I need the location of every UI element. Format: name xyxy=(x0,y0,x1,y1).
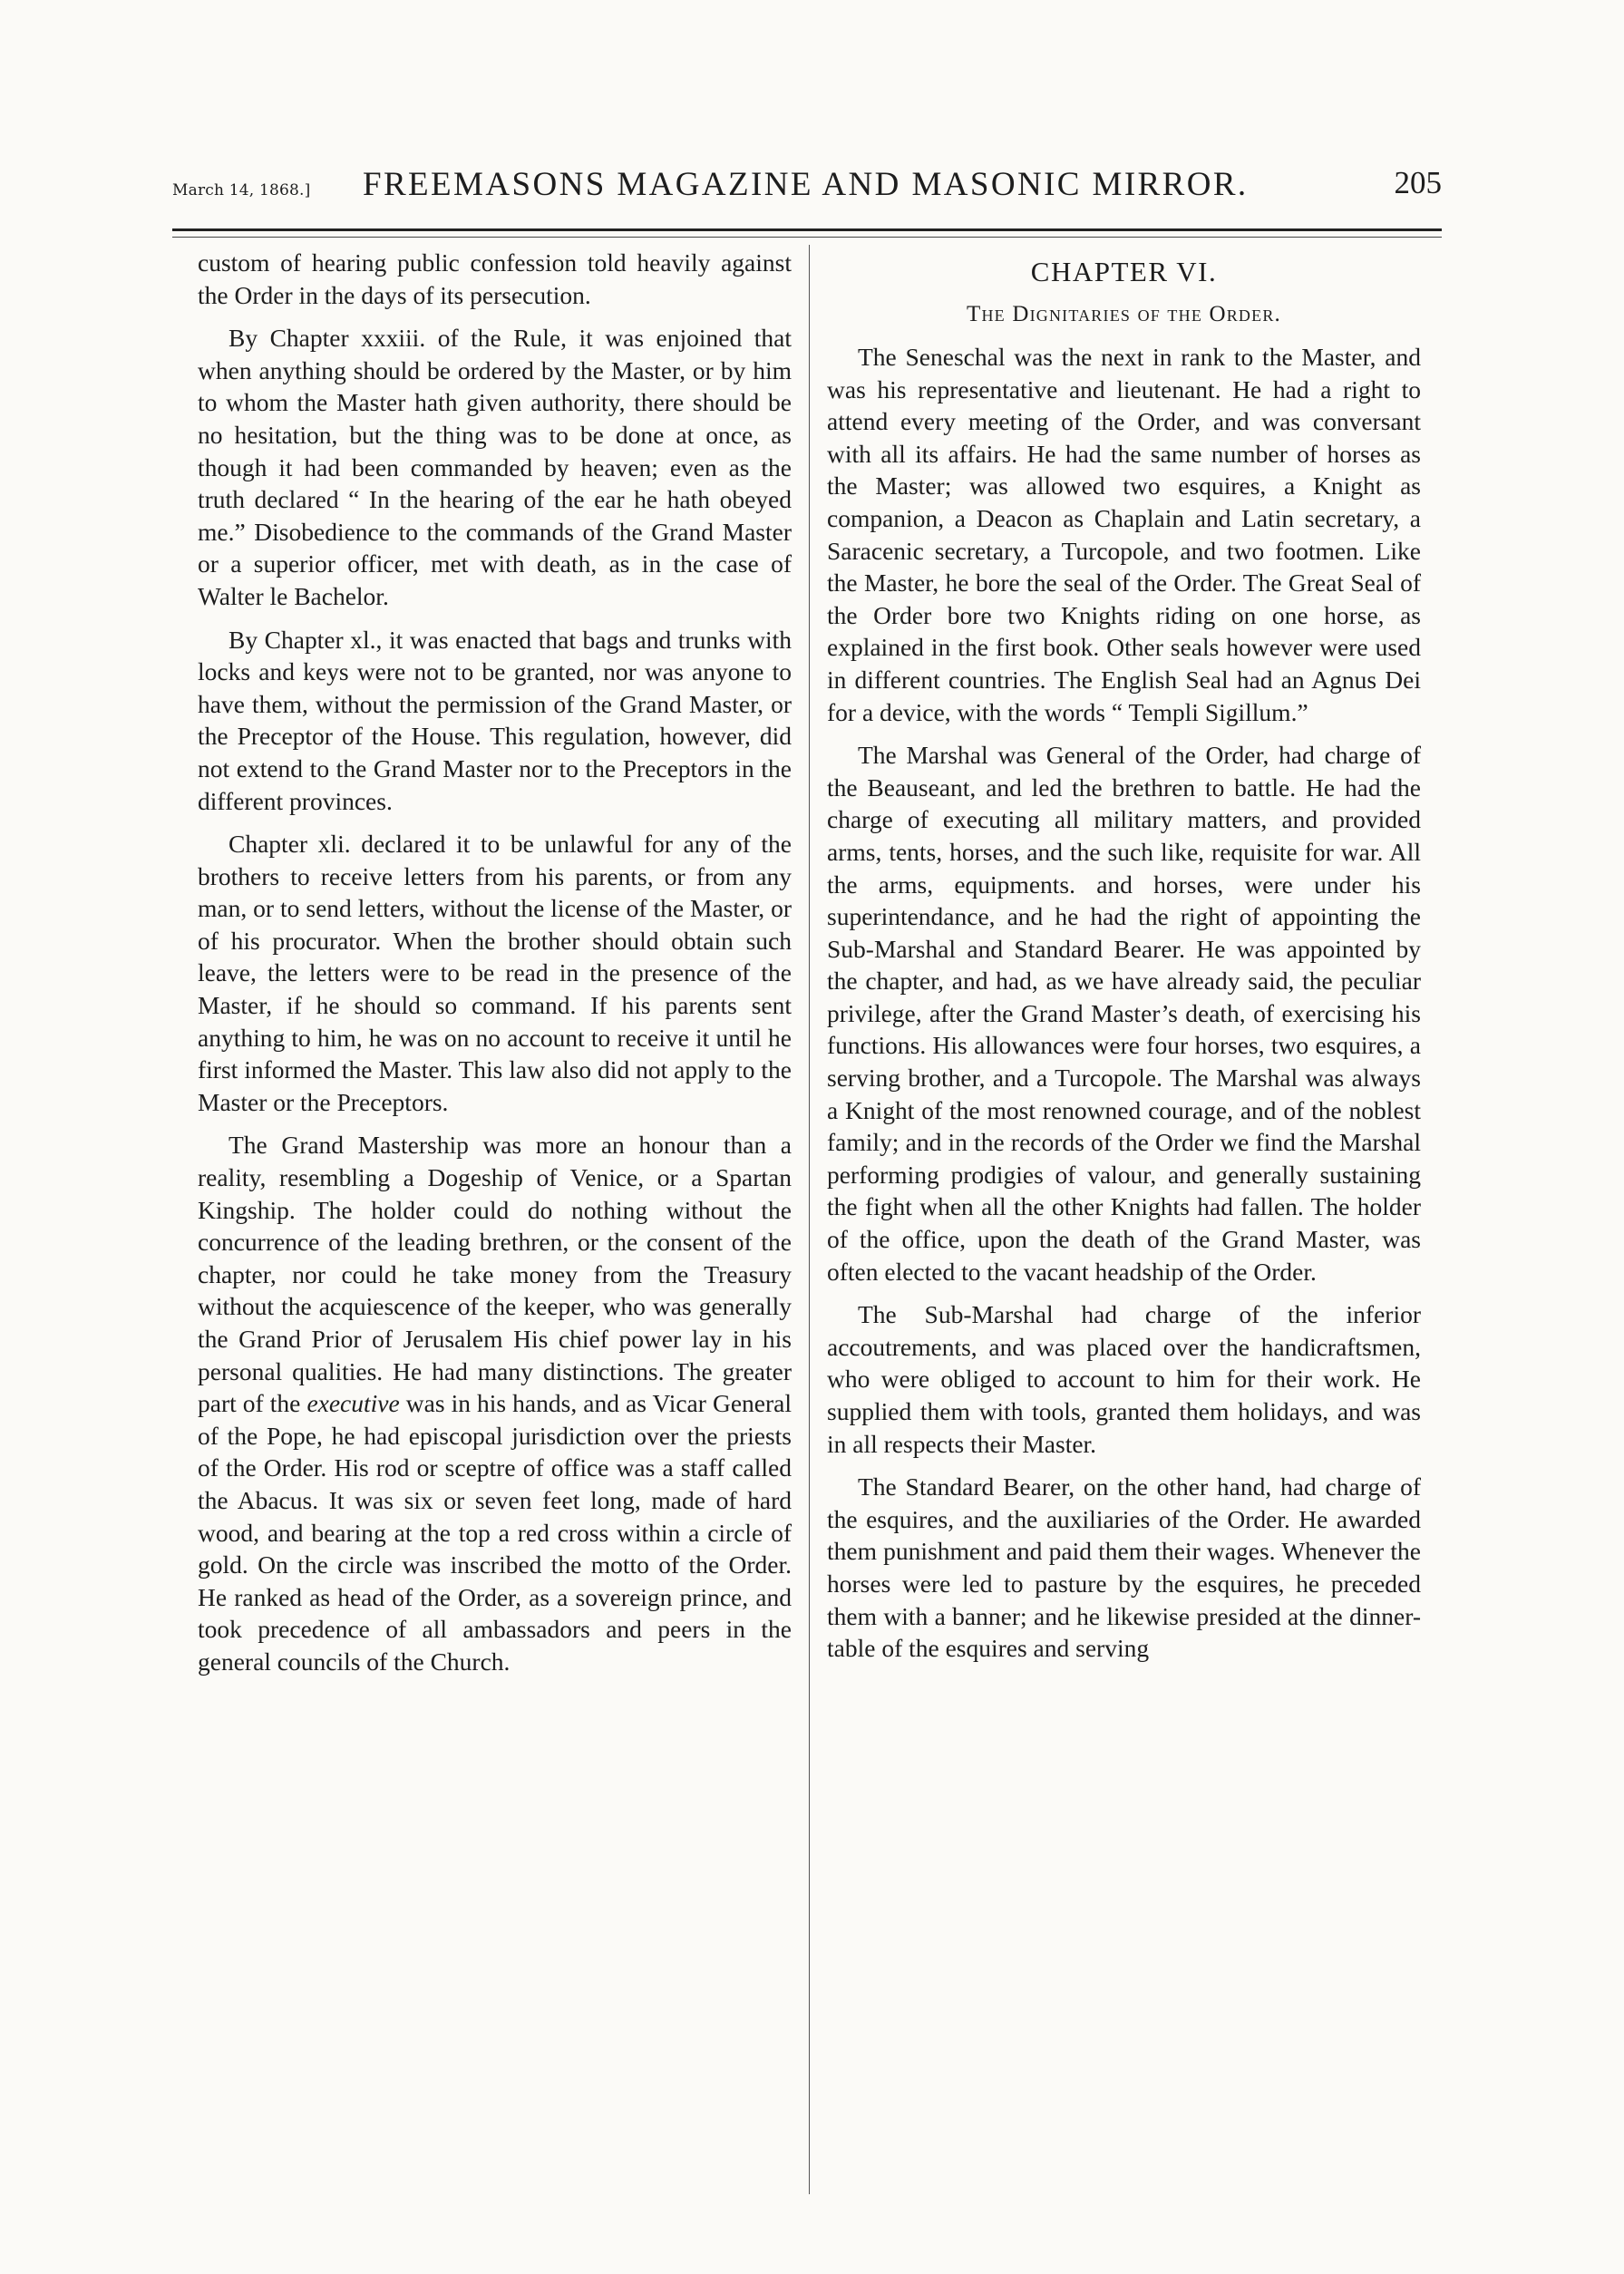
header-date: March 14, 1868.] xyxy=(172,181,311,199)
left-column xyxy=(198,247,792,1689)
page-number: 205 xyxy=(1394,165,1442,200)
emphasis-text: executive xyxy=(306,1389,400,1418)
chapter-title: CHAPTER VI. xyxy=(1030,256,1218,287)
text-run: was in his hands, and as Vicar General of the Pope, he had episcopal jurisdiction over the priests of the Order. His rod or sceptre of office was a staff called the Abacus. It was six or seven feet long, made of hard wood, and bearing at the top a red cross within a circle of gold. On the circle was inscribed the motto of the Order. He ranked as head of the Order, as a sovereign prince, and took precedence of all ambassadors and peers in the general councils of the Church. xyxy=(198,1389,792,1676)
paragraph: By Chapter xl., it was enacted that bags and trunks with locks and keys were not to be granted, nor was anyone to have them, without the permission of the Grand Master, or the Preceptor of the House. This regulation, however, did not extend to the Grand Master nor to the Preceptors in the different provinces. xyxy=(198,625,792,815)
paragraph: The Sub-Marshal had charge of the inferior accoutrements, and was placed over the handicraftsmen, who were obliged to account to him for their work. He supplied them with tools, granted them holidays, and was in all respects their Master. xyxy=(827,1300,1421,1458)
paragraph-grand-mastership xyxy=(198,1129,792,1677)
header-rule-thin xyxy=(172,237,1442,238)
paragraph: By Chapter xxxiii. of the Rule, it was enjoined that when anything should be ordered by the Master, or by him to whom the Master hath given authority, there should be no hesitation, but the thing was to be done at once, as though it had been commanded by heaven; even as the truth declared “ In the hearing of the ear he hath obeyed me.” Disobedience to the commands of the Grand Master or a superior officer, met with death, as in the case of Walter le Bachelor. xyxy=(198,324,792,610)
page-header xyxy=(172,165,1442,219)
paragraph: Chapter xli. declared it to be unlawful for any of the brothers to receive letters from his parents, or from any man, or to send letters, without the license of the Master, or of his procurator. When the brother should obtain such leave, the letters were to be read in the presence of the Master, if he should so command. If his parents sent anything to him, he was on no account to receive it until he first informed the Master. This law also did not apply to the Master or the Preceptors. xyxy=(198,830,792,1116)
paragraph: The Marshal was General of the Order, had charge of the Beauseant, and led the brethren to battle. He had the charge of executing all military matters, and provided arms, tents, horses, and the such like, requisite for war. All the arms, equipments. and horses, were under his superintendance, and he had the right of appointing the Sub-Marshal and Standard Bearer. He was appointed by the chapter, and had, as we have already said, the peculiar privilege, after the Grand Master’s death, of exercising his functions. His allowances were four horses, two esquires, a serving brother, and a Turcopole. The Marshal was always a Knight of the most renowned courage, and of the noblest family; and in the records of the Order we find the Marshal performing prodigies of valour, and generally sustaining the fight when all the other Knights had fallen. The holder of the office, upon the death of the Grand Master, was often elected to the vacant headship of the Order. xyxy=(827,741,1421,1286)
header-title: FREEMASONS MAGAZINE AND MASONIC MIRROR. xyxy=(363,166,1249,203)
paragraph: The Standard Bearer, on the other hand, had charge of the esquires, and the auxiliaries of the Order. He awarded them punishment and paid them their wages. Whenever the horses were led to pasture by the esquires, he preceded them with a banner; and he likewise presided at the dinner-table of the esquires and serving xyxy=(827,1472,1421,1663)
paragraph: custom of hearing public confession told heavily against the Order in the days of its persecution. xyxy=(198,248,792,309)
chapter-subtitle: The Dignitaries of the Order. xyxy=(967,302,1281,326)
right-column xyxy=(827,247,1421,1676)
header-rule-thick xyxy=(172,228,1442,231)
paragraph: The Seneschal was the next in rank to the Master, and was his representative and lieutenant. He had a right to attend every meeting of the Order, and was conversant with all its affairs. He had the same number of horses as the Master; was allowed two esquires, a Knight as companion, a Deacon as Chaplain and Latin secretary, a Saracenic secretary, a Turcopole, and two footmen. Like the Master, he bore the seal of the Order. The Great Seal of the Order bore two Knights riding on one horse, as explained in the first book. Other seals however were used in different countries. The English Seal had an Agnus Dei for a device, with the words “ Templi Sigillum.” xyxy=(827,343,1421,726)
text-run: The Grand Mastership was more an honour than a reality, resembling a Dogeship of Venice, or a Spartan Kingship. The holder could do nothing without the concurrence of the leading brethren, or the consent of the chapter, nor could he take money from the Treasury without the acquiescence of the keeper, who was generally the Grand Prior of Jerusalem His chief power lay in his personal qualities. He had many distinctions. The greater part of the xyxy=(198,1131,792,1418)
column-divider xyxy=(809,245,810,2194)
